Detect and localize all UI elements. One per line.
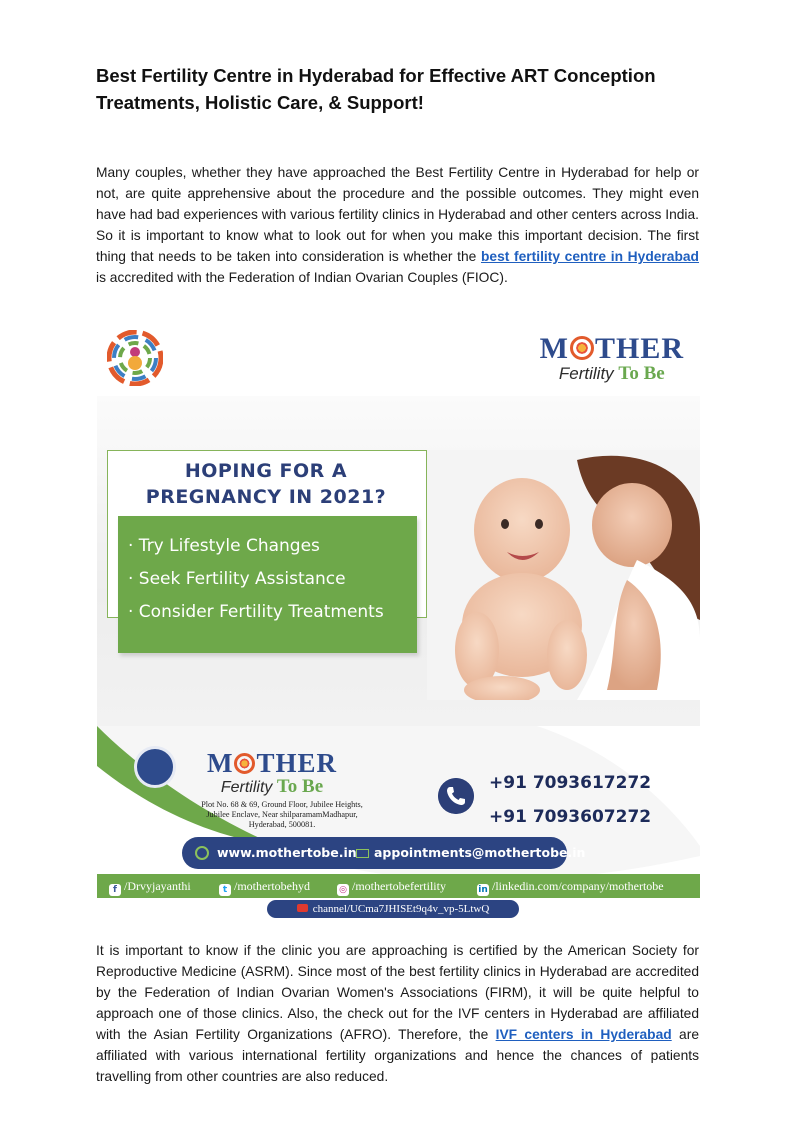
globe-icon [195, 846, 209, 860]
twitter-handle [219, 874, 310, 898]
phone-numbers [489, 766, 651, 834]
facebook-handle [109, 874, 191, 898]
phone-number: +91 7093607272 [489, 807, 652, 827]
instagram-icon: ◎ [337, 884, 349, 896]
phone-icon [438, 778, 474, 814]
headline-line-2: PREGNANCY IN 2021? [145, 486, 387, 508]
headline-line-1: HOPING FOR A [184, 460, 348, 482]
doctor-icon [134, 746, 176, 788]
address-line: Plot No. 68 & 69, Ground Floor, Jubilee Heights, [201, 800, 363, 809]
youtube-icon [297, 904, 308, 912]
best-fertility-centre-link[interactable]: best fertility centre in Hyderabad [480, 249, 699, 264]
tips-box [118, 516, 417, 653]
facebook-text: /Drvyjayanthi [124, 879, 191, 893]
body-paragraph [96, 940, 699, 1087]
mother-to-be-emblem-icon [107, 330, 163, 386]
body-text-1: It is important to know if the clinic you are approaching is certified by the American Society for Reproductive Medicine (ASRM). Since most of the best fertility clinics in Hyderabad are accredited by the Federation of Indian Ovarian Women's Associations (FIRM), it will be quite helpful to approach one of those clinics. Also, the check out for the IVF centers in Hyderabad are affiliated with the Asian Fertility Organizations (AFRO). Therefore, the [96, 943, 699, 1042]
brand-o-bottom-icon [234, 753, 255, 774]
email-text: appointments@mothertobe.in [374, 845, 586, 860]
instagram-handle [337, 874, 446, 898]
brand-subtitle [540, 364, 684, 384]
mother-and-baby-photo [427, 450, 700, 700]
ivf-centers-link[interactable]: IVF centers in Hyderabad [495, 1027, 672, 1042]
social-bar [97, 874, 700, 898]
instagram-text: /mothertobefertility [352, 879, 446, 893]
linkedin-icon: in [478, 885, 488, 895]
brand-fertility-bottom: Fertility [220, 779, 273, 796]
address-line: Jubilee Enclave, Near shilparamamMadhapur, [206, 810, 358, 819]
intro-paragraph [96, 162, 699, 288]
intro-text-1: Many couples, whether they have approached the Best Fertility Centre in Hyderabad for help or not, are quite apprehensive about the procedure and the possible outcomes. They might even have had bad experiences with various fertility clinics in Hyderabad and other centers across India. So it is important to know what to look out for when you make this important decision. The first thing that needs to be taken into consideration is whether the [96, 165, 699, 264]
youtube-channel [267, 900, 519, 918]
facebook-icon: f [109, 884, 121, 896]
brand-ther: THER [594, 332, 684, 365]
brand-fertility: Fertility [558, 364, 614, 383]
twitter-text: /mothertobehyd [234, 879, 310, 893]
banner-headline [107, 458, 425, 510]
brand-name-bottom [207, 750, 337, 777]
brand-logo-bottom [207, 750, 337, 798]
phone-number: +91 7093617272 [489, 773, 652, 793]
youtube-text: channel/UCma7JHISEt9q4v_vp-5LtwQ [312, 903, 490, 915]
intro-text-2: is accredited with the Federation of Indian Ovarian Couples (FIOC). [96, 270, 508, 285]
promo-banner-image [97, 322, 700, 918]
brand-o-icon [570, 336, 594, 360]
linkedin-text: /linkedin.com/company/mothertobe [492, 879, 664, 893]
web-contact-bar [182, 837, 586, 869]
brand-logo-top [540, 334, 684, 384]
brand-name [540, 334, 684, 364]
linkedin-handle [477, 874, 664, 898]
brand-subtitle-bottom [207, 777, 337, 798]
clinic-address [187, 800, 377, 830]
brand-m: M [539, 332, 569, 365]
tip-item: · Try Lifestyle Changes [128, 536, 320, 556]
body-text-2: are affiliated with various international fertility organizations and hence the chances of patients travelling from other countries are also reduced. [96, 1027, 699, 1084]
brand-tobe: To Be [618, 363, 665, 384]
twitter-icon: t [219, 884, 231, 896]
tip-item: · Seek Fertility Assistance [128, 569, 346, 589]
mail-icon [356, 849, 369, 858]
website-text: www.mothertobe.in [217, 845, 357, 860]
tip-item: · Consider Fertility Treatments [128, 602, 384, 622]
brand-ther-bottom: THER [256, 748, 338, 778]
address-line: Hyderabad, 500081. [248, 820, 316, 829]
article-title: Best Fertility Centre in Hyderabad for Effective ART Conception Treatments, Holistic Care, & Support! [96, 65, 656, 113]
brand-tobe-bottom: To Be [276, 776, 324, 797]
banner-contact-section [97, 726, 700, 918]
brand-m-bottom: M [207, 748, 234, 778]
